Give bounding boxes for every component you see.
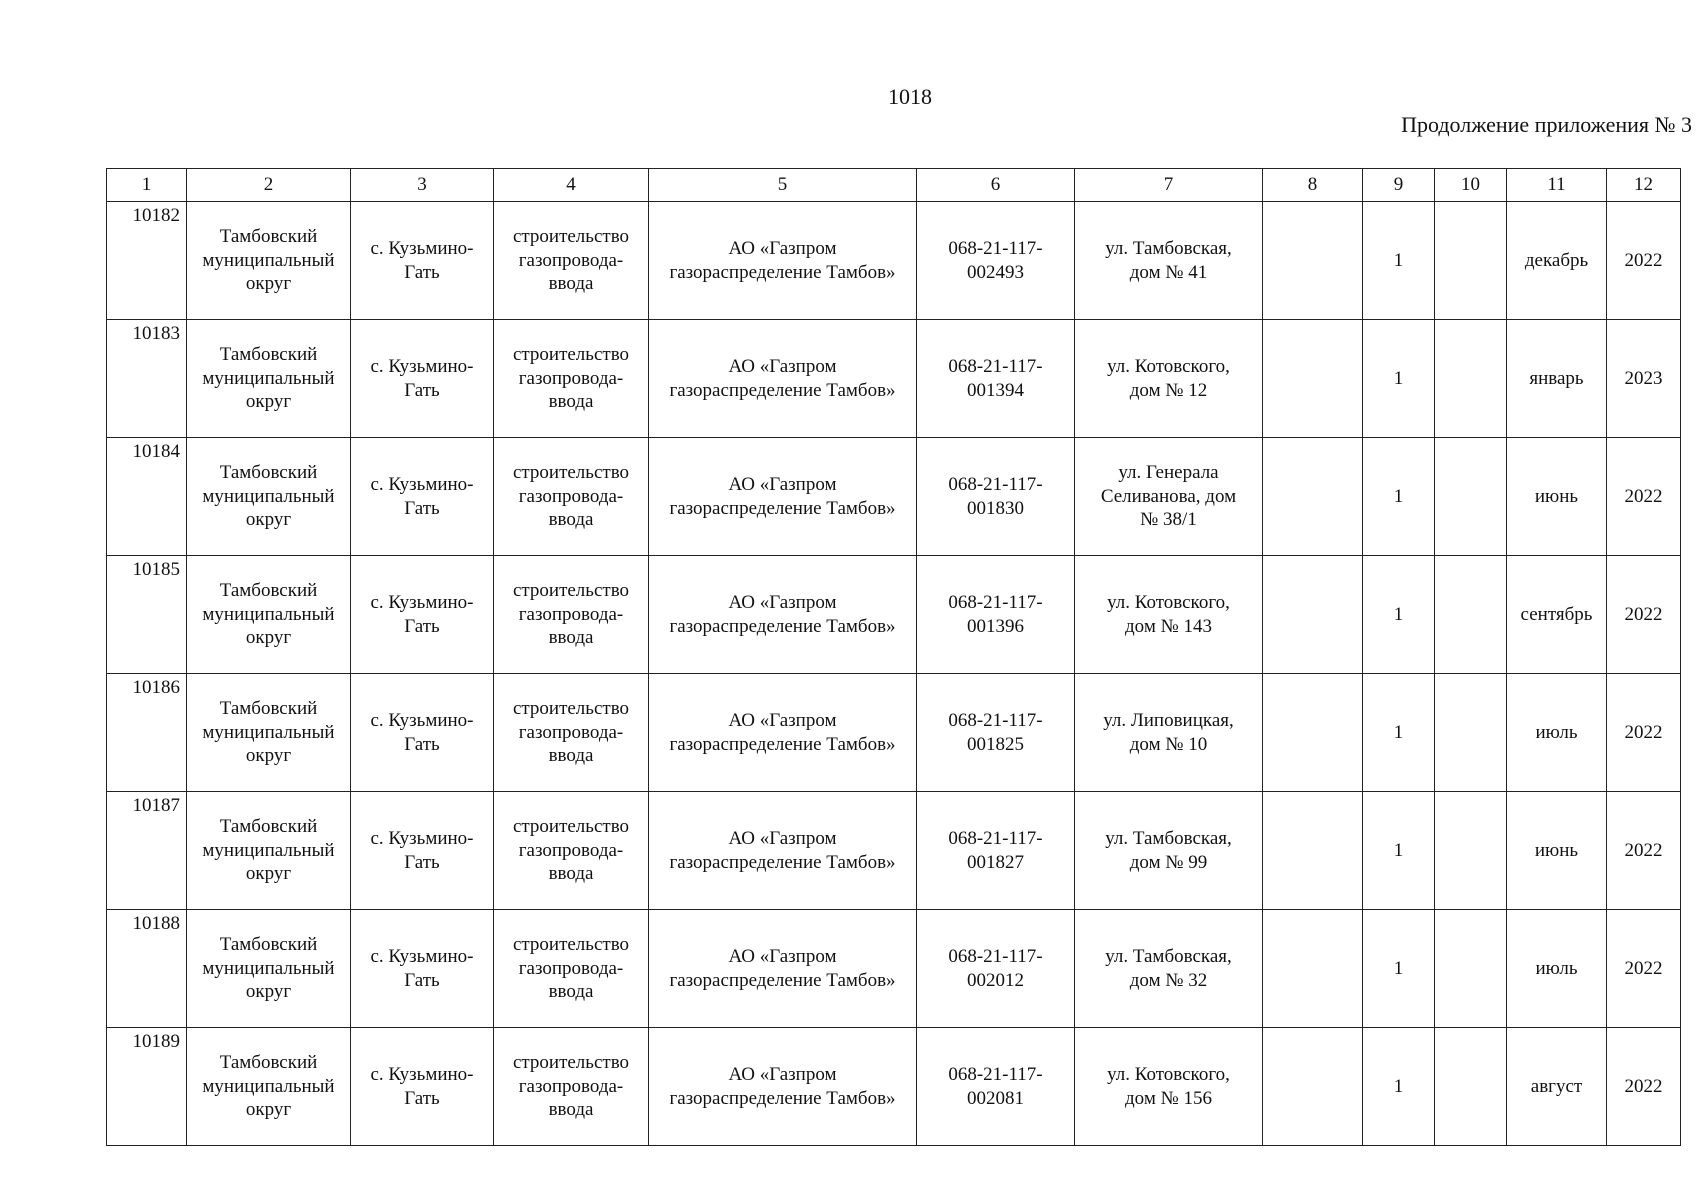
locality-cell: с. Кузьмино- Гать	[351, 674, 494, 792]
organization-cell: АО «Газпром газораспределение Тамбов»	[649, 1028, 917, 1146]
year-cell: 2022	[1607, 202, 1681, 320]
table-row	[107, 438, 1681, 556]
district-cell: Тамбовский муниципальный округ	[187, 438, 351, 556]
locality-cell: с. Кузьмино- Гать	[351, 1028, 494, 1146]
district-cell: Тамбовский муниципальный округ	[187, 674, 351, 792]
year-cell: 2022	[1607, 792, 1681, 910]
organization-cell: АО «Газпром газораспределение Тамбов»	[649, 674, 917, 792]
row-number-cell: 10188	[107, 910, 187, 1028]
column-8-cell	[1263, 320, 1363, 438]
object-code-cell: 068-21-117- 001825	[917, 674, 1075, 792]
address-cell: ул. Котовского, дом № 12	[1075, 320, 1263, 438]
district-cell: Тамбовский муниципальный округ	[187, 556, 351, 674]
column-8-cell	[1263, 202, 1363, 320]
address-cell: ул. Котовского, дом № 143	[1075, 556, 1263, 674]
address-cell: ул. Тамбовская, дом № 32	[1075, 910, 1263, 1028]
row-number-cell: 10183	[107, 320, 187, 438]
count-cell: 1	[1363, 792, 1435, 910]
column-header: 2	[187, 169, 351, 202]
work-type-cell: строительство газопровода- ввода	[494, 1028, 649, 1146]
column-header: 8	[1263, 169, 1363, 202]
column-header: 6	[917, 169, 1075, 202]
register-body	[107, 202, 1681, 1146]
column-10-cell	[1435, 910, 1507, 1028]
locality-cell: с. Кузьмино- Гать	[351, 438, 494, 556]
locality-cell: с. Кузьмино- Гать	[351, 910, 494, 1028]
year-cell: 2022	[1607, 910, 1681, 1028]
locality-cell: с. Кузьмино- Гать	[351, 792, 494, 910]
object-code-cell: 068-21-117- 001396	[917, 556, 1075, 674]
work-type-cell: строительство газопровода- ввода	[494, 556, 649, 674]
work-type-cell: строительство газопровода- ввода	[494, 674, 649, 792]
column-8-cell	[1263, 1028, 1363, 1146]
month-cell: сентябрь	[1507, 556, 1607, 674]
column-header: 7	[1075, 169, 1263, 202]
table-row	[107, 910, 1681, 1028]
address-cell: ул. Генерала Селиванова, дом № 38/1	[1075, 438, 1263, 556]
column-10-cell	[1435, 320, 1507, 438]
month-cell: август	[1507, 1028, 1607, 1146]
column-header: 5	[649, 169, 917, 202]
table-row	[107, 556, 1681, 674]
month-cell: декабрь	[1507, 202, 1607, 320]
work-type-cell: строительство газопровода- ввода	[494, 910, 649, 1028]
row-number-cell: 10182	[107, 202, 187, 320]
column-8-cell	[1263, 556, 1363, 674]
count-cell: 1	[1363, 1028, 1435, 1146]
month-cell: июнь	[1507, 792, 1607, 910]
locality-cell: с. Кузьмино- Гать	[351, 556, 494, 674]
row-number-cell: 10184	[107, 438, 187, 556]
organization-cell: АО «Газпром газораспределение Тамбов»	[649, 910, 917, 1028]
column-header: 10	[1435, 169, 1507, 202]
object-code-cell: 068-21-117- 001830	[917, 438, 1075, 556]
column-8-cell	[1263, 674, 1363, 792]
appendix-continuation-note: Продолжение приложения № 3	[1401, 112, 1692, 137]
month-cell: январь	[1507, 320, 1607, 438]
table-row	[107, 1028, 1681, 1146]
register-table	[106, 168, 1681, 1146]
address-cell: ул. Липовицкая, дом № 10	[1075, 674, 1263, 792]
column-8-cell	[1263, 910, 1363, 1028]
district-cell: Тамбовский муниципальный округ	[187, 320, 351, 438]
column-header: 1	[107, 169, 187, 202]
column-10-cell	[1435, 438, 1507, 556]
table-row	[107, 202, 1681, 320]
month-cell: июль	[1507, 674, 1607, 792]
organization-cell: АО «Газпром газораспределение Тамбов»	[649, 792, 917, 910]
column-10-cell	[1435, 202, 1507, 320]
count-cell: 1	[1363, 320, 1435, 438]
row-number-cell: 10186	[107, 674, 187, 792]
address-cell: ул. Тамбовская, дом № 99	[1075, 792, 1263, 910]
district-cell: Тамбовский муниципальный округ	[187, 792, 351, 910]
month-cell: июнь	[1507, 438, 1607, 556]
object-code-cell: 068-21-117- 002493	[917, 202, 1075, 320]
district-cell: Тамбовский муниципальный округ	[187, 202, 351, 320]
column-8-cell	[1263, 438, 1363, 556]
column-number-row	[107, 169, 1681, 202]
column-8-cell	[1263, 792, 1363, 910]
count-cell: 1	[1363, 202, 1435, 320]
organization-cell: АО «Газпром газораспределение Тамбов»	[649, 320, 917, 438]
work-type-cell: строительство газопровода- ввода	[494, 792, 649, 910]
year-cell: 2022	[1607, 438, 1681, 556]
row-number-cell: 10189	[107, 1028, 187, 1146]
year-cell: 2022	[1607, 556, 1681, 674]
year-cell: 2022	[1607, 1028, 1681, 1146]
count-cell: 1	[1363, 910, 1435, 1028]
column-10-cell	[1435, 556, 1507, 674]
organization-cell: АО «Газпром газораспределение Тамбов»	[649, 438, 917, 556]
work-type-cell: строительство газопровода- ввода	[494, 202, 649, 320]
object-code-cell: 068-21-117- 001394	[917, 320, 1075, 438]
column-10-cell	[1435, 1028, 1507, 1146]
column-10-cell	[1435, 792, 1507, 910]
table-row	[107, 320, 1681, 438]
locality-cell: с. Кузьмино- Гать	[351, 320, 494, 438]
locality-cell: с. Кузьмино- Гать	[351, 202, 494, 320]
work-type-cell: строительство газопровода- ввода	[494, 438, 649, 556]
column-header: 12	[1607, 169, 1681, 202]
year-cell: 2022	[1607, 674, 1681, 792]
object-code-cell: 068-21-117- 002012	[917, 910, 1075, 1028]
column-header: 4	[494, 169, 649, 202]
work-type-cell: строительство газопровода- ввода	[494, 320, 649, 438]
address-cell: ул. Котовского, дом № 156	[1075, 1028, 1263, 1146]
organization-cell: АО «Газпром газораспределение Тамбов»	[649, 556, 917, 674]
district-cell: Тамбовский муниципальный округ	[187, 910, 351, 1028]
count-cell: 1	[1363, 438, 1435, 556]
count-cell: 1	[1363, 556, 1435, 674]
table-row	[107, 674, 1681, 792]
column-header: 11	[1507, 169, 1607, 202]
object-code-cell: 068-21-117- 002081	[917, 1028, 1075, 1146]
page-number: 1018	[888, 84, 932, 109]
address-cell: ул. Тамбовская, дом № 41	[1075, 202, 1263, 320]
month-cell: июль	[1507, 910, 1607, 1028]
count-cell: 1	[1363, 674, 1435, 792]
column-10-cell	[1435, 674, 1507, 792]
year-cell: 2023	[1607, 320, 1681, 438]
column-header: 9	[1363, 169, 1435, 202]
row-number-cell: 10185	[107, 556, 187, 674]
organization-cell: АО «Газпром газораспределение Тамбов»	[649, 202, 917, 320]
district-cell: Тамбовский муниципальный округ	[187, 1028, 351, 1146]
table-row	[107, 792, 1681, 910]
row-number-cell: 10187	[107, 792, 187, 910]
object-code-cell: 068-21-117- 001827	[917, 792, 1075, 910]
column-header: 3	[351, 169, 494, 202]
